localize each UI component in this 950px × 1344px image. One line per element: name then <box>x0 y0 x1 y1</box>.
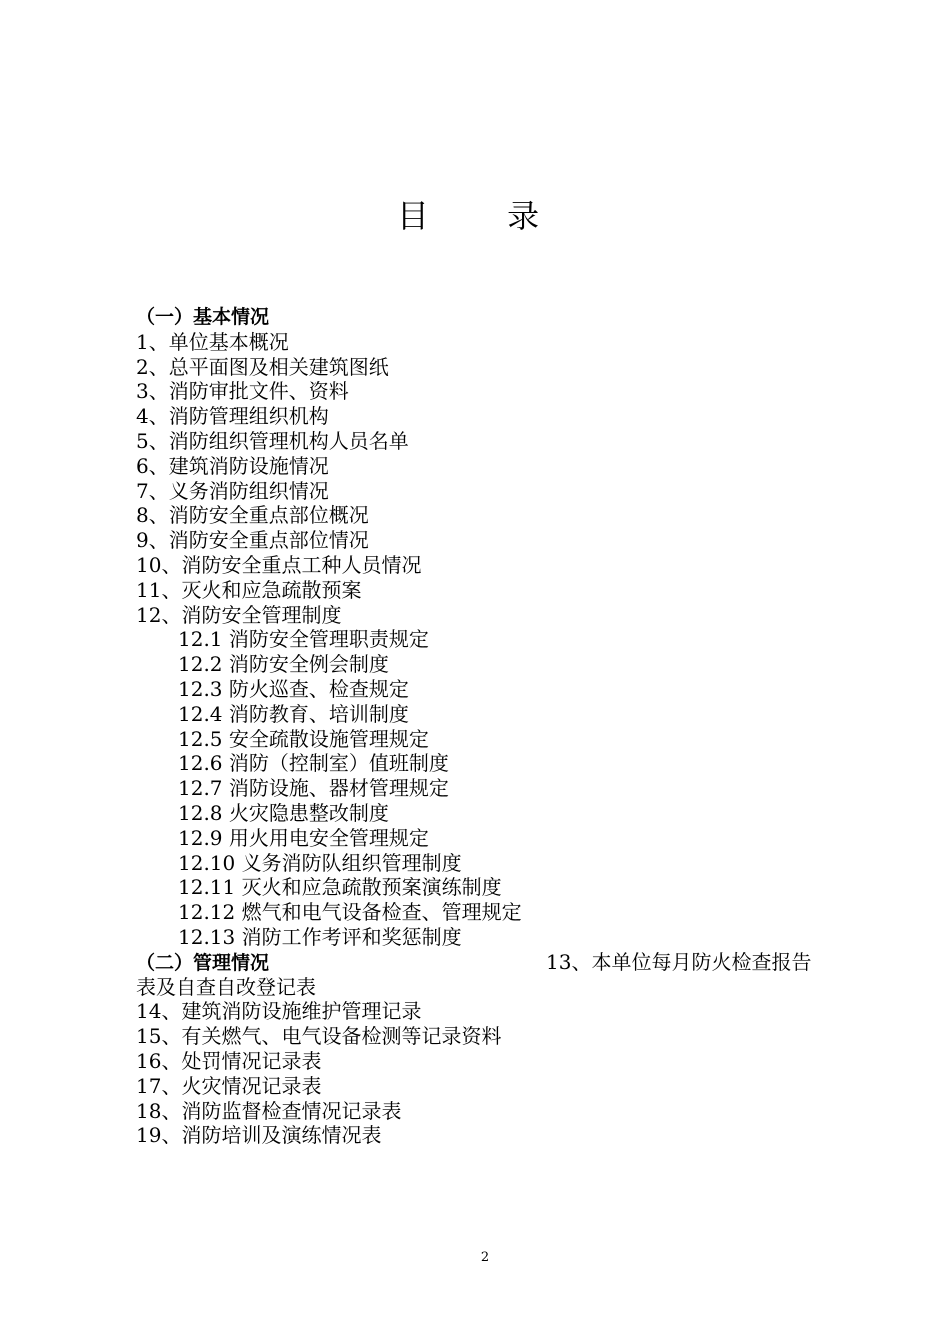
toc-item: 7、义务消防组织情况 <box>136 478 329 503</box>
toc-subitem: 12.5 安全疏散设施管理规定 <box>178 726 429 751</box>
toc-subitem: 12.11 灭火和应急疏散预案演练制度 <box>178 875 502 900</box>
toc-item: 9、消防安全重点部位情况 <box>136 528 369 553</box>
page-title: 目 录 <box>396 197 574 235</box>
section-heading-basic: （一）基本情况 <box>136 306 270 328</box>
toc-subitem: 12.1 消防安全管理职责规定 <box>178 627 429 652</box>
toc-item: 16、处罚情况记录表 <box>136 1048 322 1073</box>
toc-subitem: 12.9 用火用电安全管理规定 <box>178 825 429 850</box>
toc-item-continuation: 表及自查自改登记表 <box>136 974 316 999</box>
toc-subitem: 12.10 义务消防队组织管理制度 <box>178 850 462 875</box>
toc-item: 6、建筑消防设施情况 <box>136 453 329 478</box>
toc-subitem: 12.8 火灾隐患整改制度 <box>178 800 389 825</box>
page-number: 2 <box>480 1250 490 1265</box>
toc-item: 18、消防监督检查情况记录表 <box>136 1098 402 1123</box>
toc-subitem: 12.3 防火巡查、检查规定 <box>178 676 409 701</box>
toc-item: 5、消防组织管理机构人员名单 <box>136 428 409 453</box>
toc-item: 3、消防审批文件、资料 <box>136 379 349 404</box>
section-heading-row <box>136 950 856 975</box>
toc-item: 12、消防安全管理制度 <box>136 602 342 627</box>
toc-subitem: 12.6 消防（控制室）值班制度 <box>178 751 449 776</box>
toc-item: 14、建筑消防设施维护管理记录 <box>136 999 422 1024</box>
table-of-contents <box>136 305 856 1148</box>
toc-subitem: 12.2 消防安全例会制度 <box>178 652 389 677</box>
toc-item: 17、火灾情况记录表 <box>136 1073 322 1098</box>
toc-subitem: 12.7 消防设施、器材管理规定 <box>178 776 449 801</box>
toc-subitem: 12.12 燃气和电气设备检查、管理规定 <box>178 900 522 925</box>
toc-item: 19、消防培训及演练情况表 <box>136 1123 382 1148</box>
toc-item: 13、本单位每月防火检查报告 <box>546 949 812 974</box>
toc-item: 2、总平面图及相关建筑图纸 <box>136 354 389 379</box>
toc-item: 4、消防管理组织机构 <box>136 404 329 429</box>
toc-item: 11、灭火和应急疏散预案 <box>136 577 362 602</box>
toc-item: 10、消防安全重点工种人员情况 <box>136 552 422 577</box>
toc-subitem: 12.4 消防教育、培训制度 <box>178 701 409 726</box>
toc-subitem: 12.13 消防工作考评和奖惩制度 <box>178 924 462 949</box>
section-heading-management: （二）管理情况 <box>136 951 270 974</box>
toc-item: 1、单位基本概况 <box>136 329 289 354</box>
toc-item: 8、消防安全重点部位概况 <box>136 503 369 528</box>
toc-item: 15、有关燃气、电气设备检测等记录资料 <box>136 1024 502 1049</box>
